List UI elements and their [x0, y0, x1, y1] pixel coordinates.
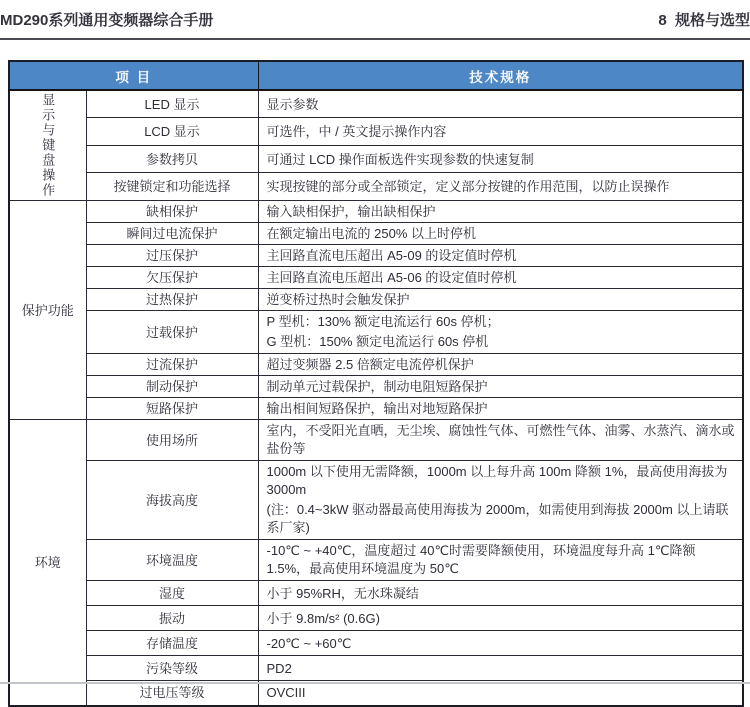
table-row	[9, 681, 743, 706]
document-title: MD290系列通用变频器综合手册	[0, 12, 214, 29]
item-cell: 过流保护	[86, 354, 258, 376]
table-header-row	[9, 61, 743, 90]
group-label: 保护功能	[21, 302, 74, 318]
page-bottom-edge	[0, 682, 750, 684]
item-cell: 缺相保护	[86, 201, 258, 223]
spec-cell: 室内，不受阳光直晒，无尘埃、腐蚀性气体、可燃性气体、油雾、水蒸汽、滴水或盐份等	[258, 420, 743, 461]
table-row	[9, 376, 743, 398]
spec-cell: 小于 95%RH，无水珠凝结	[258, 581, 743, 606]
table-row	[9, 118, 743, 146]
item-cell: 污染等级	[86, 656, 258, 681]
table-row	[9, 245, 743, 267]
table-row	[9, 461, 743, 540]
spec-cell: 输入缺相保护，输出缺相保护	[258, 201, 743, 223]
spec-cell	[258, 461, 743, 540]
spec-cell: -20℃ ~ +60℃	[258, 631, 743, 656]
page-header	[0, 9, 750, 30]
item-cell: LED 显示	[86, 90, 258, 118]
table-row	[9, 656, 743, 681]
item-cell: 湿度	[86, 581, 258, 606]
group-cell-protection	[9, 201, 86, 420]
table-row	[9, 173, 743, 201]
table-row	[9, 354, 743, 376]
spec-line: (注：0.4~3kW 驱动器最高使用海拔为 2000m，如需使用到海拔 2000m 以上请联系厂家)	[266, 502, 729, 535]
item-cell: 过电压等级	[86, 681, 258, 706]
column-header-spec: 技术规格	[258, 61, 743, 90]
table-row	[9, 606, 743, 631]
spec-cell: 输出相间短路保护，输出对地短路保护	[258, 398, 743, 420]
item-cell: LCD 显示	[86, 118, 258, 146]
spec-table	[8, 60, 744, 707]
spec-cell: 逆变桥过热时会触发保护	[258, 289, 743, 311]
table-row	[9, 420, 743, 461]
spec-cell: -10℃ ~ +40℃，温度超过 40℃时需要降额使用，环境温度每升高 1℃降额 1.5%，最高使用环境温度为 50℃	[258, 540, 743, 581]
item-cell: 环境温度	[86, 540, 258, 581]
spec-cell: 显示参数	[258, 90, 743, 118]
spec-line: P 型机：130% 额定电流运行 60s 停机；	[266, 314, 500, 329]
table-row	[9, 398, 743, 420]
table-row	[9, 223, 743, 245]
spec-cell: 制动单元过载保护，制动电阻短路保护	[258, 376, 743, 398]
spec-cell: 实现按键的部分或全部锁定，定义部分按键的作用范围，以防止误操作	[258, 173, 743, 201]
spec-cell: 主回路直流电压超出 A5-09 的设定值时停机	[258, 245, 743, 267]
table-row	[9, 90, 743, 118]
item-cell: 使用场所	[86, 420, 258, 461]
spec-cell: 主回路直流电压超出 A5-06 的设定值时停机	[258, 267, 743, 289]
table-row	[9, 201, 743, 223]
item-cell: 振动	[86, 606, 258, 631]
table-row	[9, 267, 743, 289]
item-cell: 按键锁定和功能选择	[86, 173, 258, 201]
table-row	[9, 289, 743, 311]
spec-cell: PD2	[258, 656, 743, 681]
chapter-title: 8 规格与选型	[658, 12, 750, 29]
item-cell: 存储温度	[86, 631, 258, 656]
group-cell-display	[9, 90, 86, 201]
table-row	[9, 581, 743, 606]
group-cell-environment	[9, 420, 86, 706]
item-cell: 过热保护	[86, 289, 258, 311]
item-cell: 短路保护	[86, 398, 258, 420]
item-cell: 欠压保护	[86, 267, 258, 289]
item-cell: 过压保护	[86, 245, 258, 267]
group-label: 显示与键盘操作	[40, 93, 56, 198]
spec-cell: 可选件，中 / 英文提示操作内容	[258, 118, 743, 146]
item-cell: 制动保护	[86, 376, 258, 398]
item-cell: 参数拷贝	[86, 145, 258, 173]
spec-cell	[258, 311, 743, 354]
item-cell: 海拔高度	[86, 461, 258, 540]
header-divider	[0, 38, 750, 40]
table-row	[9, 145, 743, 173]
spec-cell: 可通过 LCD 操作面板选件实现参数的快速复制	[258, 145, 743, 173]
table-row	[9, 631, 743, 656]
item-cell: 过载保护	[86, 311, 258, 354]
spec-line: G 型机：150% 额定电流运行 60s 停机	[266, 334, 489, 349]
spec-cell: 在额定输出电流的 250% 以上时停机	[258, 223, 743, 245]
group-label: 环境	[34, 554, 61, 570]
item-cell: 瞬间过电流保护	[86, 223, 258, 245]
spec-line: 1000m 以下使用无需降额，1000m 以上每升高 100m 降额 1%，最高使用海拔为 3000m	[266, 464, 728, 497]
table-row	[9, 540, 743, 581]
spec-cell: 小于 9.8m/s² (0.6G)	[258, 606, 743, 631]
table-row	[9, 311, 743, 354]
spec-cell: 超过变频器 2.5 倍额定电流停机保护	[258, 354, 743, 376]
spec-cell: OVCIII	[258, 681, 743, 706]
column-header-item: 项 目	[9, 61, 258, 90]
